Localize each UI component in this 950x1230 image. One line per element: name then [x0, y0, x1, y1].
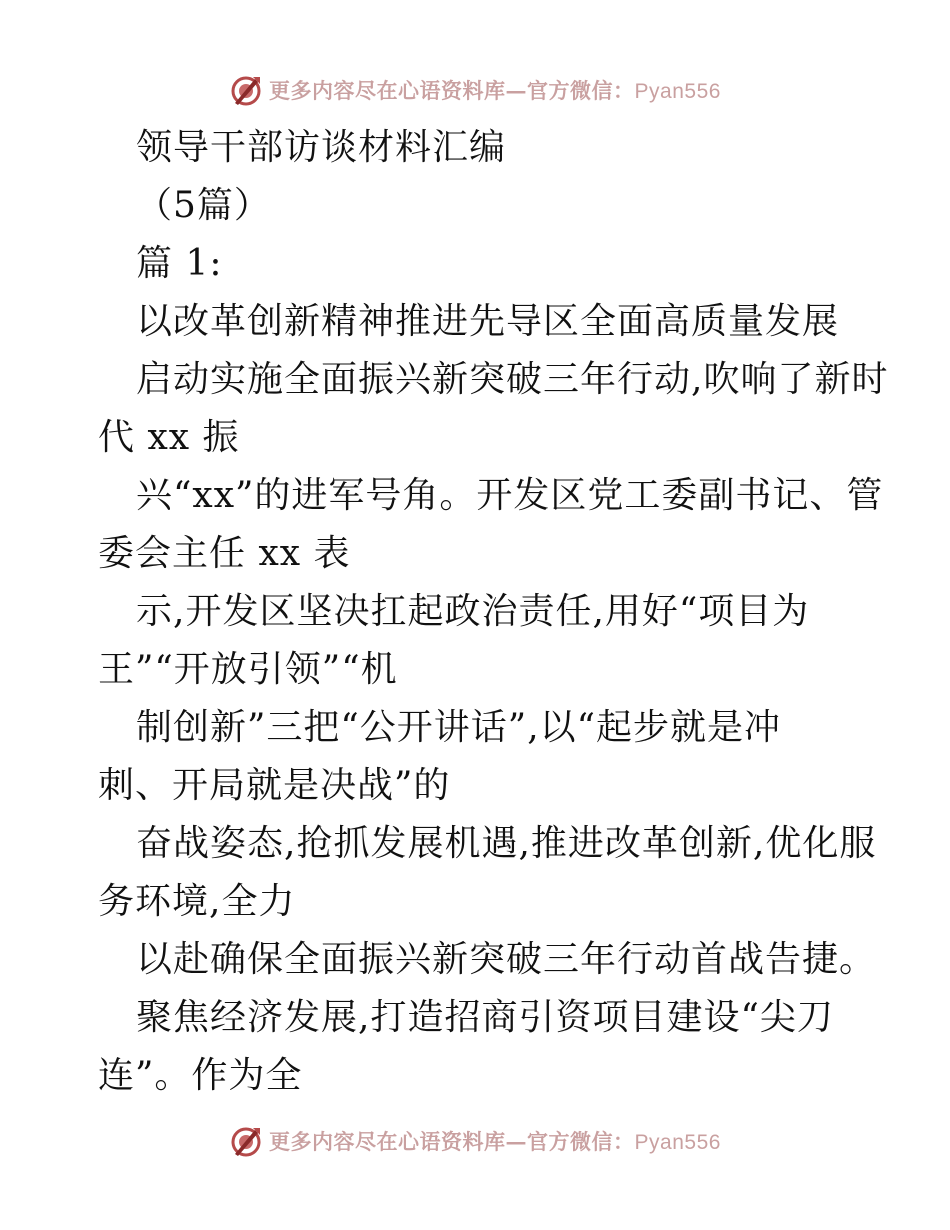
watermark-handle: Pyan556 [634, 80, 721, 103]
paragraph-line: 示,开发区坚决扛起政治责任,用好“项目为 [136, 591, 810, 632]
paragraph-line: 制创新”三把“公开讲话”,以“起步就是冲 [136, 707, 782, 748]
paragraph-line: 启动实施全面振兴新突破三年行动,吹响了新时 [136, 359, 889, 400]
paragraph-line: 以赴确保全面振兴新突破三年行动首战告捷。 [136, 939, 877, 980]
article-heading: 以改革创新精神推进先导区全面高质量发展 [136, 301, 840, 342]
paragraph-line: 务环境,全力 [98, 881, 296, 922]
paragraph-line: 委会主任 xx 表 [98, 533, 351, 574]
section-label: 篇 1: [136, 243, 223, 284]
watermark-handle: Pyan556 [634, 1131, 721, 1154]
watermark-text: 更多内容尽在心语资料库—官方微信： [269, 78, 635, 103]
paragraph-line: 奋战姿态,抢抓发展机遇,推进改革创新,优化服 [136, 823, 877, 864]
document-title: 领导干部访谈材料汇编 [136, 127, 507, 168]
article-count: （5篇） [136, 185, 271, 226]
paragraph-line: 王”“开放引领”“机 [98, 649, 398, 690]
paragraph-line: 聚焦经济发展,打造招商引资项目建设“尖刀 [136, 997, 834, 1038]
watermark-text: 更多内容尽在心语资料库—官方微信： [269, 1129, 635, 1154]
paragraph-line: 连”。作为全 [98, 1055, 303, 1096]
quill-seal-icon [229, 1124, 263, 1158]
paragraph-line: 兴“xx”的进军号角。开发区党工委副书记、管 [136, 475, 884, 516]
paragraph-line: 代 xx 振 [98, 417, 240, 458]
paragraph-line: 刺、开局就是决战”的 [98, 765, 451, 806]
watermark-banner-bottom [0, 1121, 950, 1161]
